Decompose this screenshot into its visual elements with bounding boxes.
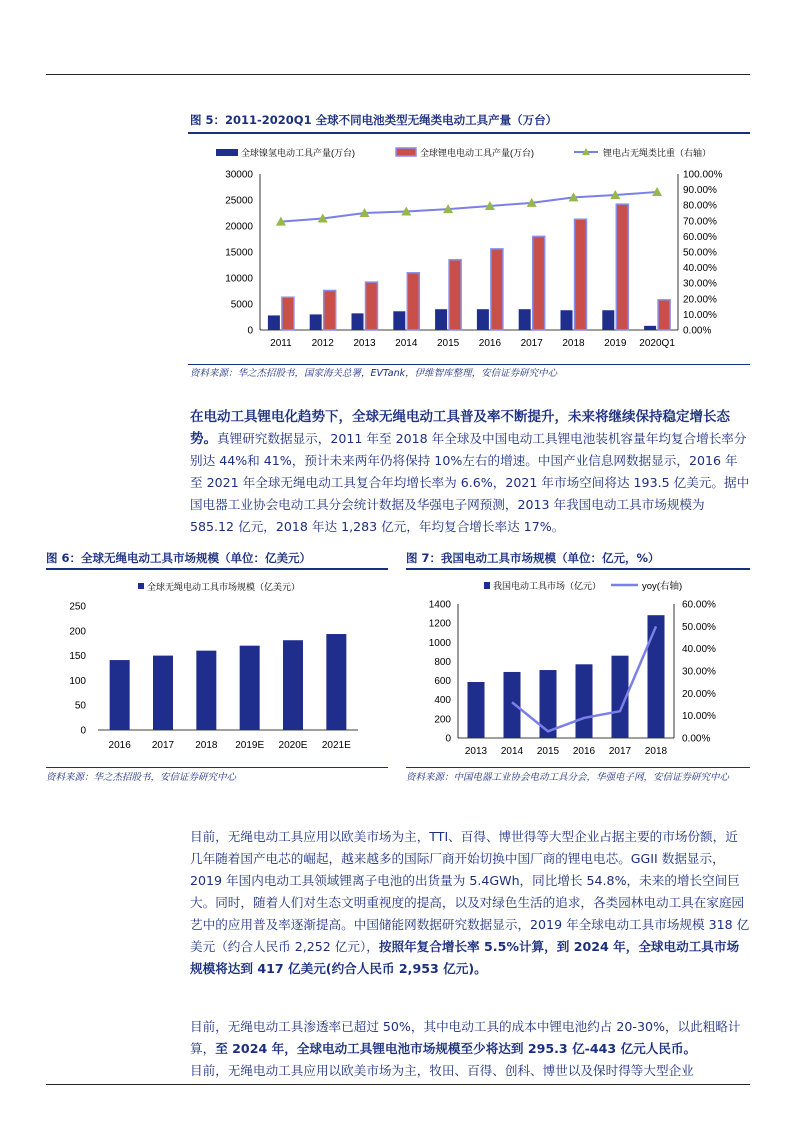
paragraph-penetration-bold: 至 2024 年，全球电动工具锂电池市场规模至少将达到 295.3 亿-443 亿元人民币。 [215, 1041, 697, 1056]
fig5-bar-lithium [616, 204, 628, 330]
fig5-legend-label-ratio: 锂电占无绳类比重（右轴） [603, 148, 712, 158]
fig5-y-tick-label: 20000 [225, 221, 253, 233]
fig5-bar-nimh [393, 311, 405, 330]
fig7-y-tick-label: 400 [434, 695, 451, 707]
fig7-y-tick-label: 1400 [428, 599, 451, 611]
fig5-bar-lithium [407, 273, 419, 330]
fig7-bar [504, 672, 521, 738]
paragraph-lithium-trend-text: 真锂研究数据显示，2011 年至 2018 年全球及中国电动工具锂电池装机容量年均复合增长率分别达 44%和 41%，预计未来两年仍将保持 10%左右的增速。中国产业信息网数据显示，2016 年至 2021 年全球无绳电动工具复合年均增长率为 6.6%，2021 年市场空间将达 193.5 亿美元。据中国电器工业协会电动工具分会统计数据及华强电子网预测，2013 年我国电动工具市场规模为 585.12 亿元，2018 年达 1,283 亿元，年均复合增长率达 17%。 [190, 431, 750, 534]
paragraph-market-overview-bold: 按照年复合增长率 5.5%计算，到 2024 年，全球电动工具市场规模将达到 417 亿美元(约合人民币 2,953 亿元)。 [190, 939, 740, 976]
fig5-y2-tick-label: 30.00% [683, 278, 717, 290]
fig7-y2-tick-label: 10.00% [682, 711, 716, 723]
fig7-chart [406, 574, 753, 764]
paragraph-market-players-text: 目前，无绳电动工具应用以欧美市场为主，牧田、百得、创科、博世以及保时得等大型企业 [190, 1063, 694, 1078]
paragraph-market-overview-text: 目前，无绳电动工具应用以欧美市场为主，TTI、百得、博世得等大型企业占据主要的市场份额，近几年随着国产电芯的崛起，越来越多的国际厂商开始切换中国厂商的锂电电芯。GGII 数据显示，2019 年国内电动工具领域锂离子电池的出货量为 5.4GWh，同比增长 54.8%，未来的增长空间巨大。同时，随着人们对生态文明重视度的提高，以及对绿色生活的追求，各类园林电动工具在家庭园艺中的应用普及率逐渐提高。中国储能网数据研究数据显示，2019 年全球电动工具市场规模 318 亿美元（约合人民币 2,252 亿元）， [190, 829, 750, 954]
fig5-source: 资料来源：华之杰招股书，国家海关总署，EVTank，伊维智库整理，安信证券研究中心 [190, 368, 558, 379]
fig6-bar [153, 656, 173, 730]
fig5-x-tick-label: 2016 [478, 338, 502, 349]
fig5-x-tick-label: 2020Q1 [639, 338, 675, 349]
fig5-chart [188, 138, 753, 360]
fig5-y-tick-label: 30000 [225, 169, 253, 181]
fig6-y-tick-label: 150 [69, 651, 86, 663]
fig6-title: 图 6：全球无绳电动工具市场规模（单位：亿美元） [46, 551, 312, 565]
fig5-legend-swatch-lithium [396, 148, 416, 156]
fig7-bar [648, 615, 665, 738]
fig7-source: 资料来源：中国电器工业协会电动工具分会，华强电子网，安信证券研究中心 [406, 772, 730, 783]
fig5-legend-swatch-nimh [216, 149, 238, 156]
header-rule [46, 74, 750, 75]
fig6-legend-swatch [138, 583, 144, 589]
fig5-bar-nimh [602, 310, 614, 330]
fig5-y-tick-label: 0 [247, 325, 253, 337]
fig7-bar [468, 682, 485, 738]
fig5-y2-tick-label: 20.00% [683, 294, 717, 306]
fig5-bar-nimh [352, 313, 364, 330]
fig5-legend-label-lithium: 全球锂电电动工具产量(万台) [420, 148, 534, 158]
fig5-x-tick-label: 2014 [395, 338, 418, 349]
fig5-bar-lithium [575, 219, 587, 330]
fig5-x-tick-label: 2017 [520, 338, 543, 349]
fig6-title-rule [46, 568, 388, 570]
fig7-bar [576, 664, 593, 738]
fig5-y2-tick-label: 10.00% [683, 309, 717, 321]
fig5-y2-tick-label: 100.00% [683, 169, 723, 181]
fig7-y-tick-label: 1200 [428, 618, 451, 630]
fig7-y-tick-label: 1000 [428, 637, 451, 649]
fig6-y-tick-label: 250 [69, 601, 86, 613]
fig7-y-tick-label: 200 [434, 714, 451, 726]
fig7-y2-tick-label: 40.00% [682, 644, 716, 656]
fig5-bar-nimh [268, 315, 280, 330]
fig6-y-tick-label: 0 [80, 725, 86, 737]
fig5-bar-nimh [435, 309, 447, 330]
fig7-title: 图 7：我国电动工具市场规模（单位：亿元，%） [406, 551, 660, 565]
fig5-bar-lithium [282, 297, 294, 330]
fig7-y2-tick-label: 20.00% [682, 688, 716, 700]
fig5-source-rule [188, 364, 750, 365]
paragraph-lithium-trend-bold: 在电动工具锂电化趋势下，全球无绳电动工具普及率不断提升，未来将继续保持稳定增长态势。 [190, 409, 730, 447]
fig6-x-tick-label: 2018 [195, 740, 218, 751]
fig5-legend-label-nimh: 全球镍氢电动工具产量(万台) [241, 148, 355, 158]
fig5-bar-lithium [658, 300, 670, 330]
fig5-y2-tick-label: 50.00% [683, 247, 717, 259]
fig7-title-rule [406, 568, 750, 570]
fig7-x-tick-label: 2017 [608, 746, 632, 757]
fig5-bar-nimh [519, 309, 531, 330]
paragraph-penetration-text: 目前，无绳电动工具渗透率已超过 50%，其中电动工具的成本中锂电池约占 20-30%，以此粗略计算， [190, 1019, 741, 1056]
fig5-x-tick-label: 2012 [311, 338, 334, 349]
fig5-bar-lithium [491, 249, 503, 330]
fig6-y-tick-label: 50 [74, 700, 86, 712]
fig7-x-tick-label: 2013 [464, 746, 488, 757]
fig5-bar-nimh [644, 326, 656, 330]
fig5-y2-tick-label: 80.00% [683, 200, 717, 212]
fig6-x-tick-label: 2016 [108, 740, 131, 751]
fig5-bar-lithium [366, 282, 378, 330]
fig7-x-tick-label: 2014 [500, 746, 524, 757]
fig6-x-tick-label: 2019E [235, 740, 265, 751]
fig5-x-tick-label: 2013 [353, 338, 376, 349]
fig5-y2-tick-label: 40.00% [683, 263, 717, 275]
fig5-title: 图 5：2011-2020Q1 全球不同电池类型无绳类电动工具产量（万台） [190, 113, 558, 127]
fig7-x-tick-label: 2015 [536, 746, 560, 757]
fig5-x-tick-label: 2019 [604, 338, 627, 349]
fig7-y2-tick-label: 60.00% [682, 599, 716, 611]
fig6-y-tick-label: 100 [69, 675, 86, 687]
fig7-y2-tick-label: 50.00% [682, 621, 716, 633]
fig5-bar-lithium [324, 290, 336, 330]
fig6-source-rule [46, 767, 388, 768]
fig5-y2-tick-label: 70.00% [683, 216, 717, 228]
fig7-y2-tick-label: 30.00% [682, 666, 716, 678]
fig6-legend-label: 全球无绳电动工具市场规模（亿美元） [147, 582, 301, 592]
fig6-bar [326, 634, 346, 730]
fig5-y-tick-label: 5000 [230, 299, 253, 311]
fig7-y2-tick-label: 0.00% [682, 733, 711, 745]
fig6-x-tick-label: 2020E [278, 740, 308, 751]
fig5-y2-tick-label: 60.00% [683, 231, 717, 243]
fig5-ratio-line [281, 192, 657, 222]
fig5-bar-nimh [477, 309, 489, 330]
fig6-bar [196, 651, 216, 730]
fig5-title-rule [188, 132, 750, 134]
fig5-y2-tick-label: 0.00% [683, 325, 712, 337]
fig6-x-tick-label: 2021E [321, 740, 351, 751]
fig7-legend-label-yoy: yoy(右轴) [642, 581, 683, 592]
fig5-bar-nimh [561, 310, 573, 330]
fig5-bar-lithium [449, 260, 461, 330]
fig6-source: 资料来源：华之杰招股书，安信证券研究中心 [46, 772, 237, 783]
fig6-bar [110, 660, 130, 730]
fig6-bar [240, 646, 260, 730]
fig6-y-tick-label: 200 [69, 626, 86, 638]
fig5-bar-nimh [310, 314, 322, 330]
fig7-x-tick-label: 2018 [644, 746, 668, 757]
fig5-y-tick-label: 10000 [225, 273, 253, 285]
paragraph-penetration [190, 1016, 750, 1060]
fig7-legend-swatch-market [484, 582, 490, 589]
fig5-x-tick-label: 2011 [270, 338, 292, 349]
fig6-bar [283, 640, 303, 730]
fig7-y-tick-label: 800 [434, 656, 451, 668]
fig7-y-tick-label: 600 [434, 676, 451, 688]
fig5-y-tick-label: 25000 [225, 195, 253, 207]
fig6-chart [46, 574, 391, 754]
paragraph-market-overview [190, 826, 750, 980]
fig6-x-tick-label: 2017 [151, 740, 175, 751]
fig7-legend-label-market: 我国电动工具市场（亿元） [493, 581, 602, 591]
paragraph-lithium-trend [190, 406, 750, 538]
footer-rule [46, 1084, 750, 1085]
fig5-y-tick-label: 15000 [225, 247, 253, 259]
paragraph-market-players [190, 1060, 750, 1082]
fig7-source-rule [406, 767, 750, 768]
fig5-x-tick-label: 2018 [562, 338, 585, 349]
fig7-x-tick-label: 2016 [572, 746, 596, 757]
fig7-y-tick-label: 0 [445, 733, 451, 745]
fig5-bar-lithium [533, 236, 545, 330]
fig5-y2-tick-label: 90.00% [683, 185, 717, 197]
fig5-x-tick-label: 2015 [436, 338, 460, 349]
